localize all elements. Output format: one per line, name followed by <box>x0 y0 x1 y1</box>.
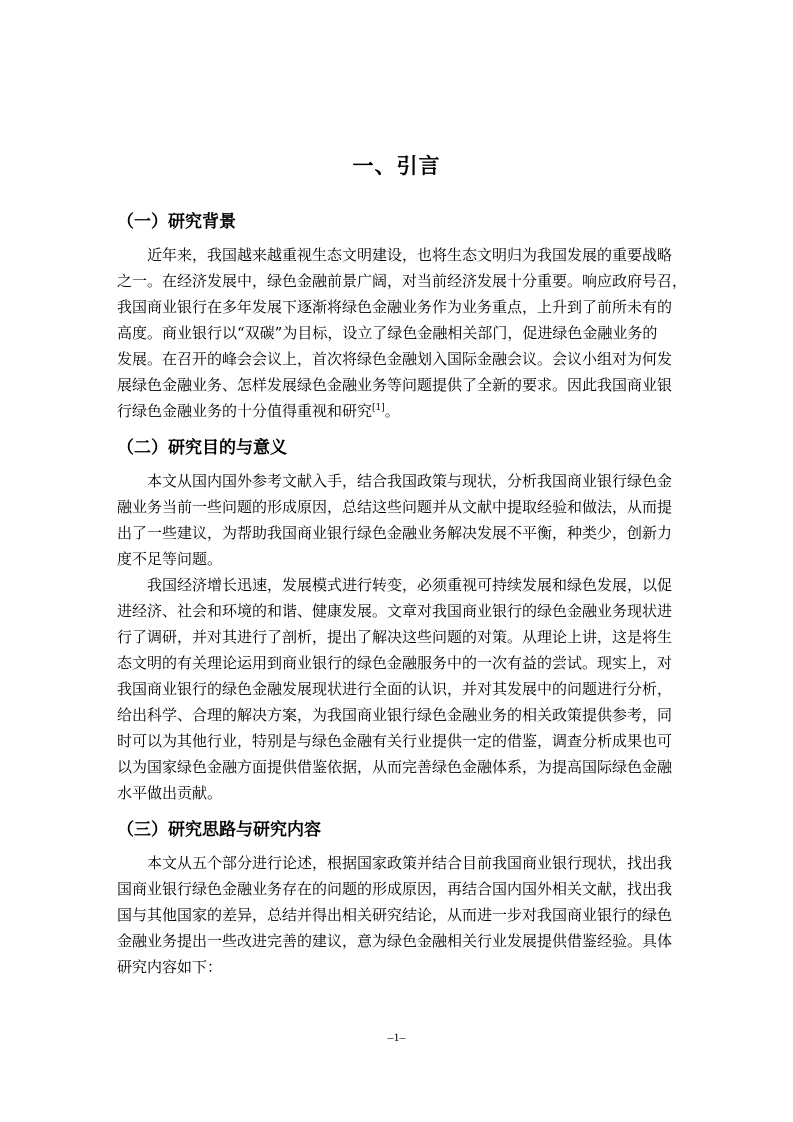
paragraph-text: 行绿色金融业务的十分值得重视和研究 <box>117 402 373 420</box>
paragraph-line: 给出科学、合理的解决方案，为我国商业银行绿色金融业务的相关政策提供参考，同 <box>117 706 673 724</box>
paragraph-line: 高度。商业银行以“双碳”为目标，设立了绿色金融相关部门，促进绿色金融业务的 <box>117 324 658 342</box>
paragraph-line: 融业务当前一些问题的形成原因，总结这些问题并从文献中提取经验和做法，从而提 <box>117 498 673 516</box>
paragraph-significance <box>117 572 693 806</box>
paragraph-line: 研究内容如下： <box>117 958 223 976</box>
paragraph-line: 之一。在经济发展中，绿色金融前景广阔，对当前经济发展十分重要。响应政府号召， <box>117 272 688 290</box>
paragraph-line: 进经济、社会和环境的和谐、健康发展。文章对我国商业银行的绿色金融业务现状进 <box>117 602 673 620</box>
paragraph-line: 国商业银行绿色金融业务存在的问题的形成原因，再结合国内国外相关文献，找出我 <box>117 880 673 898</box>
paragraph-tail: 。 <box>384 402 400 420</box>
paragraph-line: 出了一些建议，为帮助我国商业银行绿色金融业务解决发展不平衡，种类少，创新力 <box>117 524 673 542</box>
paragraph-line: 行了调研，并对其进行了剖析，提出了解决这些问题的对策。从理论上讲，这是将生 <box>117 628 673 646</box>
paragraph-line: 我国经济增长迅速，发展模式进行转变，必须重视可持续发展和绿色发展，以促 <box>147 576 673 594</box>
section-heading-background: （一）研究背景 <box>117 212 236 232</box>
paragraph-line: 以为国家绿色金融方面提供借鉴依据，从而完善绿色金融体系，为提高国际绿色金融 <box>117 758 673 776</box>
page-number: –1– <box>387 1030 406 1044</box>
paragraph-background <box>117 242 693 424</box>
paragraph-line: 我国商业银行在多年发展下逐渐将绿色金融业务作为业务重点，上升到了前所未有的 <box>117 298 673 316</box>
paragraph-line-last <box>117 398 693 424</box>
chapter-title: 一、引言 <box>352 154 441 178</box>
section-heading-purpose: （二）研究目的与意义 <box>117 438 287 458</box>
citation-reference: [1] <box>372 403 385 413</box>
paragraph-line: 本文从国内国外参考文献入手，结合我国政策与现状，分析我国商业银行绿色金 <box>147 472 673 490</box>
paragraph-line: 时可以为其他行业，特别是与绿色金融有关行业提供一定的借鉴，调查分析成果也可 <box>117 732 673 750</box>
paragraph-line: 展绿色金融业务、怎样发展绿色金融业务等问题提供了全新的要求。因此我国商业银 <box>117 376 673 394</box>
paragraph-approach <box>117 850 693 980</box>
paragraph-line: 我国商业银行的绿色金融发展现状进行全面的认识，并对其发展中的问题进行分析， <box>117 680 673 698</box>
paragraph-line: 国与其他国家的差异，总结并得出相关研究结论，从而进一步对我国商业银行的绿色 <box>117 906 673 924</box>
paragraph-line: 本文从五个部分进行论述，根据国家政策并结合目前我国商业银行现状，找出我 <box>147 854 673 872</box>
paragraph-line: 金融业务提出一些改进完善的建议，意为绿色金融相关行业发展提供借鉴经验。具体 <box>117 932 673 950</box>
paragraph-line: 度不足等问题。 <box>117 550 223 568</box>
paragraph-line: 态文明的有关理论运用到商业银行的绿色金融服务中的一次有益的尝试。现实上，对 <box>117 654 673 672</box>
paragraph-purpose <box>117 468 693 572</box>
paragraph-line: 发展。在召开的峰会会议上，首次将绿色金融划入国际金融会议。会议小组对为何发 <box>117 350 673 368</box>
paragraph-line: 近年来，我国越来越重视生态文明建设，也将生态文明归为我国发展的重要战略 <box>147 246 673 264</box>
paragraph-line: 水平做出贡献。 <box>117 784 223 802</box>
section-heading-approach: （三）研究思路与研究内容 <box>117 820 321 840</box>
